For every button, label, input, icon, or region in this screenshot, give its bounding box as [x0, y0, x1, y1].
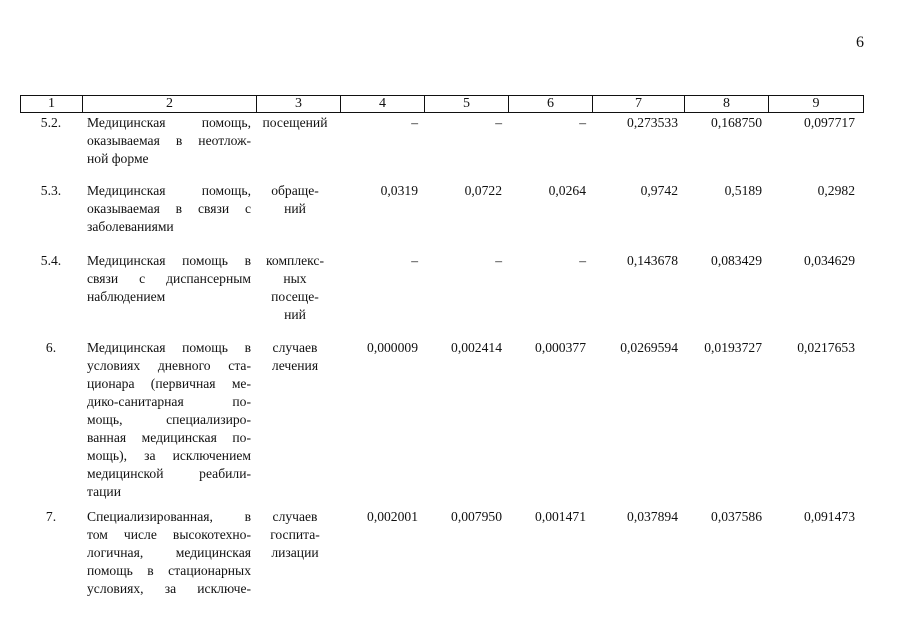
value-col-5: 0,0722	[464, 183, 502, 198]
value-col-6: 0,0264	[548, 183, 586, 198]
header-col-7: 7	[593, 96, 685, 113]
header-col-5: 5	[425, 96, 509, 113]
page-number: 6	[856, 34, 864, 51]
care-type-line: мощь, специализиро-	[87, 412, 251, 427]
care-type-line: мощь), за исключением	[87, 448, 251, 463]
care-type-line: Медицинская помощь в	[87, 340, 251, 355]
unit-line: ний	[284, 307, 306, 322]
care-type-line: ванная медицинская по-	[87, 430, 251, 445]
value-col-9: 0,0217653	[797, 340, 855, 355]
row-number: 5.4.	[40, 253, 62, 268]
unit	[254, 182, 336, 218]
unit-line: лизации	[271, 545, 319, 560]
row-number: 7.	[45, 509, 57, 524]
row-number: 6.	[45, 340, 57, 355]
header-col-4: 4	[341, 96, 425, 113]
value-col-4: 0,0319	[380, 183, 418, 198]
value-col-6: –	[579, 253, 586, 268]
unit	[254, 114, 336, 132]
care-type-line: Медицинская помощь в	[87, 253, 251, 268]
care-type-line: оказываемая в неотлож-	[87, 133, 251, 148]
care-type-line: ционара (первичная ме-	[87, 376, 251, 391]
unit-line: ных	[283, 271, 307, 286]
care-type-line: том числе высокотехно-	[87, 527, 251, 542]
value-col-4: –	[411, 253, 418, 268]
care-type	[87, 339, 251, 501]
unit	[254, 252, 336, 324]
header-col-2: 2	[83, 96, 257, 113]
care-type-line: помощь в стационарных	[87, 563, 251, 578]
value-col-7: 0,037894	[627, 509, 678, 524]
care-type-line: Медицинская помощь,	[87, 115, 251, 130]
value-col-6: 0,001471	[535, 509, 586, 524]
value-col-8: 0,168750	[711, 115, 762, 130]
value-col-8: 0,083429	[711, 253, 762, 268]
value-col-8: 0,037586	[711, 509, 762, 524]
care-type-line: связи с диспансерным	[87, 271, 251, 286]
unit-line: случаев	[272, 340, 318, 355]
header-col-3: 3	[257, 96, 341, 113]
unit	[254, 339, 336, 375]
value-col-6: –	[579, 115, 586, 130]
value-col-7: 0,9742	[640, 183, 678, 198]
unit-line: обраще-	[271, 183, 319, 198]
unit-line: посещений	[262, 115, 328, 130]
header-col-8: 8	[685, 96, 769, 113]
value-col-9: 0,097717	[804, 115, 855, 130]
value-col-9: 0,2982	[817, 183, 855, 198]
care-type-line: оказываемая в связи с	[87, 201, 251, 216]
care-type-line: медицинской реабили-	[87, 466, 251, 481]
care-type-line: Специализированная, в	[87, 509, 251, 524]
value-col-5: 0,007950	[451, 509, 502, 524]
value-col-7: 0,273533	[627, 115, 678, 130]
header-col-6: 6	[509, 96, 593, 113]
header-col-9: 9	[769, 96, 864, 113]
care-type	[87, 508, 251, 598]
value-col-5: –	[495, 253, 502, 268]
value-col-9: 0,091473	[804, 509, 855, 524]
care-type	[87, 252, 251, 306]
care-type-line: условиях, за исключе-	[87, 581, 251, 596]
unit-line: случаев	[272, 509, 318, 524]
value-col-7: 0,0269594	[620, 340, 678, 355]
care-type-line: логичная, медицинская	[87, 545, 251, 560]
value-col-4: 0,000009	[367, 340, 418, 355]
value-col-5: 0,002414	[451, 340, 502, 355]
care-type	[87, 182, 251, 236]
care-type-line: Медицинская помощь,	[87, 183, 251, 198]
care-type	[87, 114, 251, 168]
value-col-4: 0,002001	[367, 509, 418, 524]
care-type-line: тации	[87, 484, 121, 499]
unit	[254, 508, 336, 562]
row-number: 5.2.	[40, 115, 62, 130]
value-col-5: –	[495, 115, 502, 130]
value-col-8: 0,5189	[724, 183, 762, 198]
row-number: 5.3.	[40, 183, 62, 198]
care-type-line: наблюдением	[87, 289, 166, 304]
value-col-8: 0,0193727	[704, 340, 762, 355]
value-col-6: 0,000377	[535, 340, 586, 355]
value-col-7: 0,143678	[627, 253, 678, 268]
value-col-9: 0,034629	[804, 253, 855, 268]
care-type-line: заболеваниями	[87, 219, 174, 234]
value-col-4: –	[411, 115, 418, 130]
unit-line: комплекс-	[266, 253, 324, 268]
column-number-header	[20, 95, 864, 113]
unit-line: госпита-	[270, 527, 320, 542]
header-col-1: 1	[21, 96, 83, 113]
unit-line: посеще-	[271, 289, 319, 304]
unit-line: ний	[284, 201, 306, 216]
care-type-line: ной форме	[87, 151, 149, 166]
care-type-line: дико-санитарная по-	[87, 394, 251, 409]
unit-line: лечения	[271, 358, 319, 373]
care-type-line: условиях дневного ста-	[87, 358, 251, 373]
